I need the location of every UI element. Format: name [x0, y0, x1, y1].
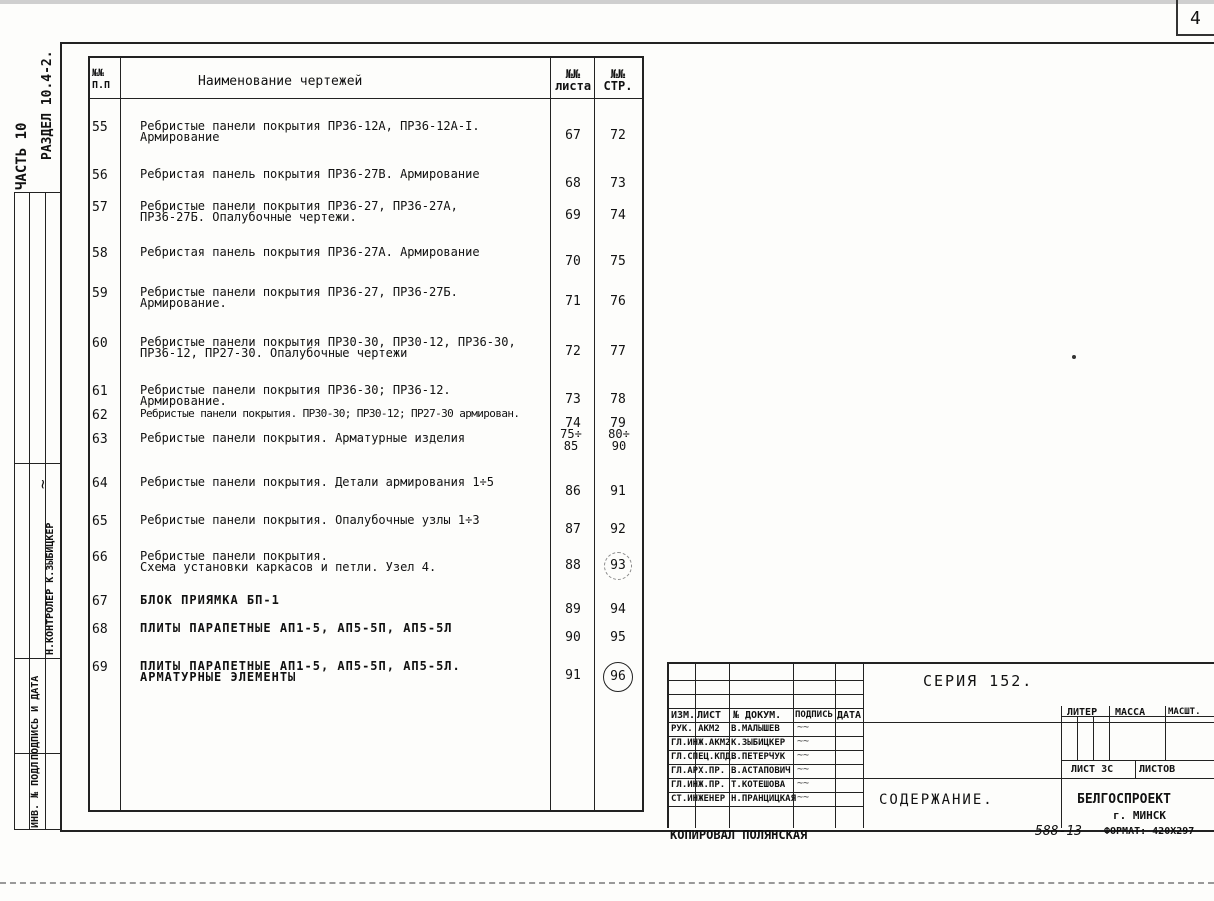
signature-scribble: ~~: [797, 778, 810, 789]
header-sheet: №№ листа: [554, 67, 592, 93]
bottom-edge: [0, 882, 1214, 884]
inv-number-label: ИНВ. № ПОДЛ.: [30, 755, 41, 828]
row-title: Ребристые панели покрытия. Опалубочные узлы 1÷3: [140, 513, 480, 527]
row-title: АРМАТУРНЫЕ ЭЛЕМЕНТЫ: [140, 670, 297, 684]
page-mark: 93: [604, 552, 632, 580]
top-edge: [0, 0, 1214, 4]
signature-scribble: ~~: [797, 792, 810, 803]
row-title: Ребристая панель покрытия ПР36-27В. Армирование: [140, 167, 480, 181]
row-title: Ребристые панели покрытия. ПР30-30; ПР30-12; ПР27-30 армирован.: [140, 407, 520, 420]
row-sheet: 90: [565, 630, 581, 645]
row-number: 57: [92, 200, 108, 215]
row-title: Ребристые панели покрытия.: [140, 549, 328, 563]
row-sheet: 89: [565, 602, 581, 617]
signature-scribble: ~: [33, 479, 52, 489]
row-sheet: 75÷85: [560, 427, 582, 453]
page-mark: 96: [603, 662, 633, 692]
row-title: Ребристые панели покрытия ПР36-27, ПР36-27Б.: [140, 285, 458, 299]
drawings-list-table: [88, 56, 644, 812]
staff-name: В.АСТАПОВИЧ: [731, 766, 791, 776]
row-title: Ребристые панели покрытия ПР30-30, ПР30-12, ПР36-30,: [140, 335, 516, 349]
row-page: [596, 662, 640, 692]
row-page: 78: [610, 392, 626, 407]
city: г. МИНСК: [1113, 809, 1166, 822]
liter-label: ЛИТЕР: [1067, 707, 1098, 718]
row-title: Схема установки каркасов и петли. Узел 4.: [140, 560, 437, 574]
row-sheet: 68: [565, 176, 581, 191]
row-title: Ребристые панели покрытия ПР36-27, ПР36-27А,: [140, 199, 458, 213]
staff-role: РУК. АКМ2: [671, 724, 720, 734]
row-title: Ребристые панели покрытия. Арматурные изделия: [140, 431, 466, 445]
row-number: 65: [92, 514, 108, 529]
row-number: 63: [92, 432, 108, 447]
staff-role: СТ.ИНЖЕНЕР: [671, 794, 726, 804]
row-title: Ребристые панели покрытия ПР36-30; ПР36-12.: [140, 383, 451, 397]
row-sheet: 88: [565, 558, 581, 573]
organization: БЕЛГОСПРОЕКТ: [1077, 792, 1171, 807]
row-number: 67: [92, 594, 108, 609]
row-sheet: 70: [565, 254, 581, 269]
col-header-izm: ИЗМ.: [671, 710, 696, 721]
row-page: 79: [610, 416, 626, 431]
signature-scribble: ~~: [797, 764, 810, 775]
staff-name: В.МАЛЫШЕВ: [731, 724, 780, 734]
staff-name: К.ЗЫБИЦКЕР: [731, 738, 786, 748]
staff-name: Т.КОТЕШОВА: [731, 780, 786, 790]
row-title: ПЛИТЫ ПАРАПЕТНЫЕ АП1-5, АП5-5П, АП5-5Л: [140, 621, 453, 635]
corner-line: [1176, 34, 1214, 36]
row-number: 64: [92, 476, 108, 491]
row-number: 66: [92, 550, 108, 565]
row-sheet: 71: [565, 294, 581, 309]
row-number: 59: [92, 286, 108, 301]
row-page: 77: [610, 344, 626, 359]
row-page: 73: [610, 176, 626, 191]
row-sheet: 74: [565, 416, 581, 431]
row-page: 80÷90: [608, 427, 630, 453]
signature-date-label: ПОДПИСЬ И ДАТА: [30, 675, 41, 760]
sheets-label: ЛИСТОВ: [1139, 764, 1176, 775]
col-header-date: ДАТА: [837, 710, 862, 721]
page-number: 4: [1190, 8, 1201, 29]
col-header-signature: ПОДПИСЬ: [795, 710, 833, 720]
row-title: ПЛИТЫ ПАРАПЕТНЫЕ АП1-5, АП5-5П, АП5-5Л.: [140, 659, 461, 673]
row-sheet: 73: [565, 392, 581, 407]
row-number: 68: [92, 622, 108, 637]
header-num: №№ П.П: [92, 68, 111, 91]
corner-line: [1176, 0, 1178, 36]
row-title: Ребристые панели покрытия. Детали армирования 1÷5: [140, 475, 495, 489]
row-number: 62: [92, 408, 108, 423]
staff-role: ГЛ.ИНЖ.ПР.: [671, 780, 726, 790]
staff-name: Н.ПРАНЦИЦКАЯ: [731, 794, 797, 804]
row-page: 92: [610, 522, 626, 537]
document-title: СОДЕРЖАНИЕ.: [879, 792, 994, 808]
drawing-code: 588-13: [1035, 824, 1082, 839]
speck: [1072, 355, 1076, 359]
row-number: 69: [92, 660, 108, 675]
staff-role: ГЛ.ИНЖ.АКМ2: [671, 738, 731, 748]
staff-role: ГЛ.СПЕЦ.КПД.: [671, 752, 737, 762]
row-number: 56: [92, 168, 108, 183]
row-title: Ребристая панель покрытия ПР36-27А. Армирование: [140, 245, 480, 259]
row-number: 55: [92, 120, 108, 135]
row-sheet: 87: [565, 522, 581, 537]
title-block: [667, 662, 1214, 828]
staff-name: В.ПЕТЕРЧУК: [731, 752, 786, 762]
header-name: Наименование чертежей: [198, 74, 363, 89]
row-number: 61: [92, 384, 108, 399]
row-page: 72: [610, 128, 626, 143]
col-header-list: ЛИСТ: [697, 710, 722, 721]
row-sheet: 72: [565, 344, 581, 359]
section-label: РАЗДЕЛ 10.4-2.: [40, 50, 55, 160]
row-page: 95: [610, 630, 626, 645]
col-header-doc: № ДОКУМ.: [733, 710, 782, 721]
row-page: 91: [610, 484, 626, 499]
controller-label: Н.КОНТРОЛЕР К.ЗЫБИЦКЕР: [45, 522, 56, 655]
part-label: ЧАСТЬ 10: [14, 122, 30, 190]
row-title: БЛОК ПРИЯМКА БП-1: [140, 593, 280, 607]
staff-role: ГЛ.АРХ.ПР.: [671, 766, 726, 776]
row-title: ПР36-12, ПР27-30. Опалубочные чертежи: [140, 346, 408, 360]
signature-scribble: ~~: [797, 750, 810, 761]
row-page: 75: [610, 254, 626, 269]
format-label: ФОРМАТ: 420Х297: [1104, 826, 1195, 837]
row-page: 76: [610, 294, 626, 309]
signature-scribble: ~~: [797, 736, 810, 747]
row-title: Армирование.: [140, 394, 227, 408]
row-number: 60: [92, 336, 108, 351]
row-sheet: 67: [565, 128, 581, 143]
row-sheet: 86: [565, 484, 581, 499]
copied-by: КОПИРОВАЛ ПОЛЯНСКАЯ: [670, 828, 808, 842]
scale-label: МАСШТ.: [1168, 707, 1201, 717]
signature-scribble: ~~: [797, 722, 810, 733]
row-sheet: 69: [565, 208, 581, 223]
row-title: Армирование: [140, 130, 220, 144]
row-sheet: 91: [565, 668, 581, 683]
row-title: Ребристые панели покрытия ПР36-12А, ПР36-12А-I.: [140, 119, 480, 133]
sheet-label: ЛИСТ 3С: [1071, 764, 1114, 775]
row-page: [596, 552, 640, 580]
row-title: ПР36-27Б. Опалубочные чертежи.: [140, 210, 357, 224]
row-number: 58: [92, 246, 108, 261]
header-page: №№ СТР.: [603, 67, 633, 93]
series-title: СЕРИЯ 152.: [923, 672, 1034, 690]
row-title: Армирование.: [140, 296, 227, 310]
mass-label: МАССА: [1115, 707, 1146, 718]
row-page: 94: [610, 602, 626, 617]
row-page: 74: [610, 208, 626, 223]
